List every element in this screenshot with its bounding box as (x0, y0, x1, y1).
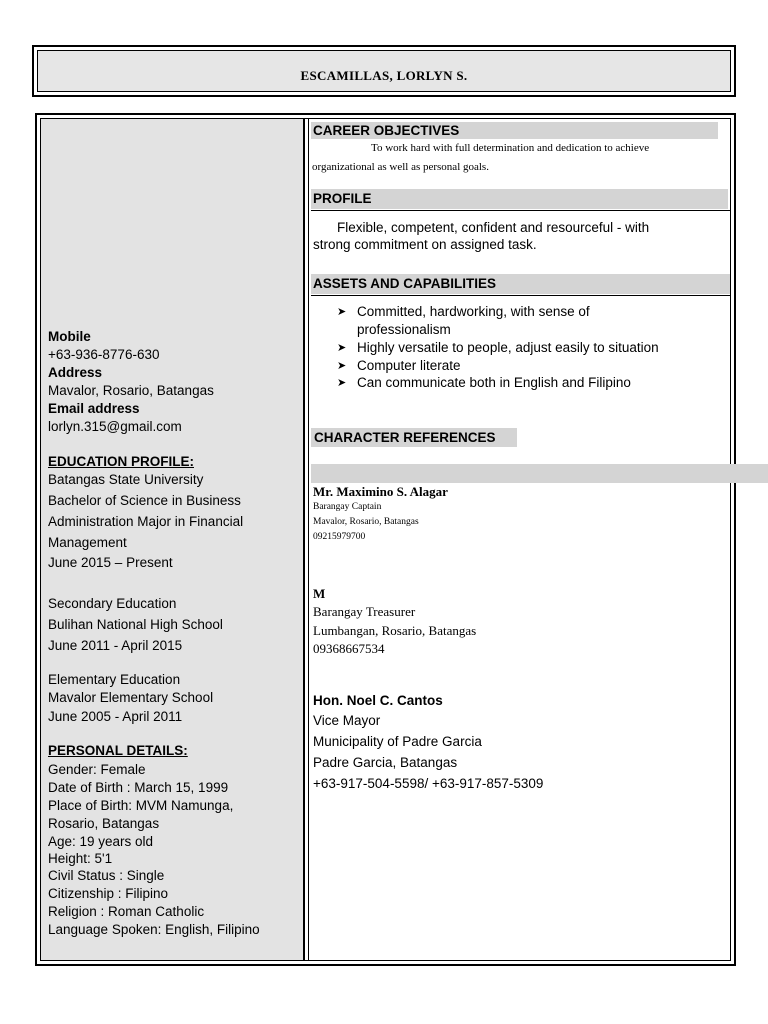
bullet-arrow-icon: ➤ (337, 360, 347, 372)
reference-line: Municipality of Padre Garcia (313, 734, 482, 749)
asset-item: professionalism (357, 322, 451, 337)
personal-line: Place of Birth: MVM Namunga, (48, 798, 234, 813)
career-title: CAREER OBJECTIVES (313, 123, 460, 138)
personal-line: Age: 19 years old (48, 834, 154, 849)
profile-rule (311, 210, 730, 211)
reference-line: 09215979700 (313, 532, 366, 542)
career-text-line1: To work hard with full determination and dedication to achieve (371, 142, 650, 154)
personal-line: Gender: Female (48, 762, 146, 777)
profile-text-line2: strong commitment on assigned task. (313, 237, 537, 252)
asset-item: Can communicate both in English and Filipino (357, 375, 631, 390)
education-line: Management (48, 535, 127, 550)
profile-text-line1: Flexible, competent, confident and resourceful - with (337, 220, 650, 235)
reference-line: Padre Garcia, Batangas (313, 755, 458, 770)
reference-line: Mavalor, Rosario, Batangas (313, 517, 419, 527)
personal-line: Religion : Roman Catholic (48, 904, 205, 919)
asset-item: Highly versatile to people, adjust easily to situation (357, 340, 659, 355)
personal-line: Height: 5'1 (48, 851, 113, 866)
personal-line: Language Spoken: English, Filipino (48, 922, 260, 937)
personal-line: Date of Birth : March 15, 1999 (48, 780, 229, 795)
reference-line: Barangay Captain (313, 502, 382, 512)
applicant-name: ESCAMILLAS, LORLYN S. (300, 68, 468, 83)
references-title: CHARACTER REFERENCES (314, 430, 496, 445)
reference-line: 09368667534 (313, 641, 385, 656)
education-line: Administration Major in Financial (48, 514, 244, 529)
profile-title: PROFILE (313, 191, 372, 206)
assets-title: ASSETS AND CAPABILITIES (313, 276, 497, 291)
mobile-label: Mobile (48, 329, 91, 344)
reference-line: +63-917-504-5598/ +63-917-857-5309 (313, 776, 544, 791)
personal-line: Civil Status : Single (48, 868, 165, 883)
address-value: Mavalor, Rosario, Batangas (48, 383, 214, 398)
references-gray-band (311, 464, 768, 483)
assets-rule (311, 295, 730, 296)
education-line: Bulihan National High School (48, 617, 223, 632)
asset-item: Computer literate (357, 358, 461, 373)
mobile-value: +63-936-8776-630 (48, 347, 160, 362)
education-line: June 2015 – Present (48, 555, 173, 570)
education-line: June 2011 - April 2015 (48, 638, 183, 653)
education-line: Bachelor of Science in Business (48, 493, 241, 508)
address-label: Address (48, 365, 103, 380)
reference-name: Hon. Noel C. Cantos (313, 693, 443, 708)
bullet-arrow-icon: ➤ (337, 377, 347, 389)
reference-name: Mr. Maximino S. Alagar (313, 484, 448, 499)
reference-line: Vice Mayor (313, 713, 381, 728)
personal-line: Rosario, Batangas (48, 816, 160, 831)
reference-name: M (313, 586, 326, 601)
email-value: lorlyn.315@gmail.com (48, 419, 182, 434)
education-line: June 2005 - April 2011 (48, 709, 183, 724)
education-line: Secondary Education (48, 596, 177, 611)
education-line: Elementary Education (48, 672, 181, 687)
education-line: Mavalor Elementary School (48, 690, 214, 705)
personal-title: PERSONAL DETAILS: (48, 743, 188, 758)
education-line: Batangas State University (48, 472, 204, 487)
bullet-arrow-icon: ➤ (337, 342, 347, 354)
column-divider (303, 119, 305, 960)
reference-line: Lumbangan, Rosario, Batangas (313, 623, 477, 638)
bullet-arrow-icon: ➤ (337, 306, 347, 318)
profile-bar (311, 189, 728, 209)
career-text-line2: organizational as well as personal goals. (312, 161, 489, 173)
column-divider-inner (308, 119, 309, 960)
personal-line: Citizenship : Filipino (48, 886, 169, 901)
reference-line: Barangay Treasurer (313, 604, 416, 619)
email-label: Email address (48, 401, 140, 416)
asset-item: Committed, hardworking, with sense of (357, 304, 590, 319)
education-title: EDUCATION PROFILE: (48, 454, 194, 469)
